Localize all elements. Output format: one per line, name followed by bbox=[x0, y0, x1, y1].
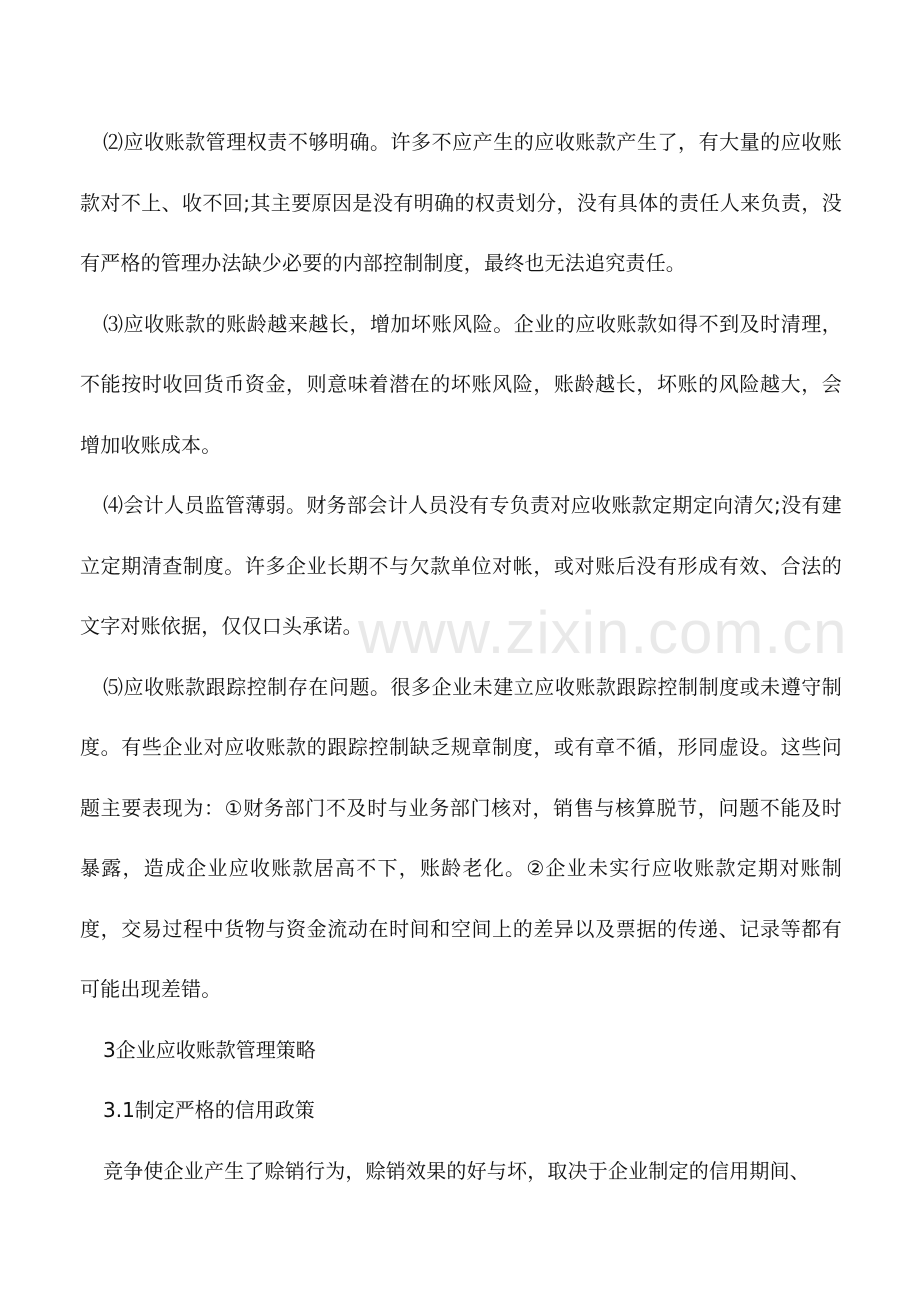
paragraph-3: ⑶应收账款的账龄越来越长，增加坏账风险。企业的应收账款如得不到及时清理，不能按时收回货币资金，则意味着潜在的坏账风险，账龄越长，坏账的风险越大，会增加收账成本。 bbox=[80, 311, 842, 457]
document-body bbox=[80, 112, 842, 1201]
watermark: www.zixin.com.cn bbox=[358, 599, 848, 666]
paragraph-5: ⑸应收账款跟踪控制存在问题。很多企业未建立应收账款跟踪控制制度或未遵守制度。有些企业对应收账款的跟踪控制缺乏规章制度，或有章不循，形同虚设。这些问题主要表现为：①财务部门不及时与业务部门核对，销售与核算脱节，问题不能及时暴露，造成企业应收账款居高不下，账龄老化。②企业未实行应收账款定期对账制度，交易过程中货物与资金流动在时间和空间上的差异以及票据的传递、记录等都有可能出现差错。 bbox=[80, 674, 842, 1001]
paragraph-4: ⑷会计人员监管薄弱。财务部会计人员没有专负责对应收账款定期定向清欠;没有建立定期清查制度。许多企业长期不与欠款单位对帐，或对账后没有形成有效、合法的文字对账依据，仅仅口头承诺。 bbox=[80, 493, 842, 638]
section-heading: 3企业应收账款管理策略 bbox=[103, 1037, 316, 1062]
paragraph-credit-policy: 竞争使企业产生了赊销行为，赊销效果的好与坏，取决于企业制定的信用期间、 bbox=[103, 1158, 810, 1183]
paragraph-2: ⑵应收账款管理权责不够明确。许多不应产生的应收账款产生了，有大量的应收账款对不上、收不回;其主要原因是没有明确的权责划分，没有具体的责任人来负责，没有严格的管理办法缺少必要的内部控制制度，最终也无法追究责任。 bbox=[80, 130, 842, 275]
subsection-heading: 3.1制定严格的信用政策 bbox=[103, 1098, 315, 1122]
